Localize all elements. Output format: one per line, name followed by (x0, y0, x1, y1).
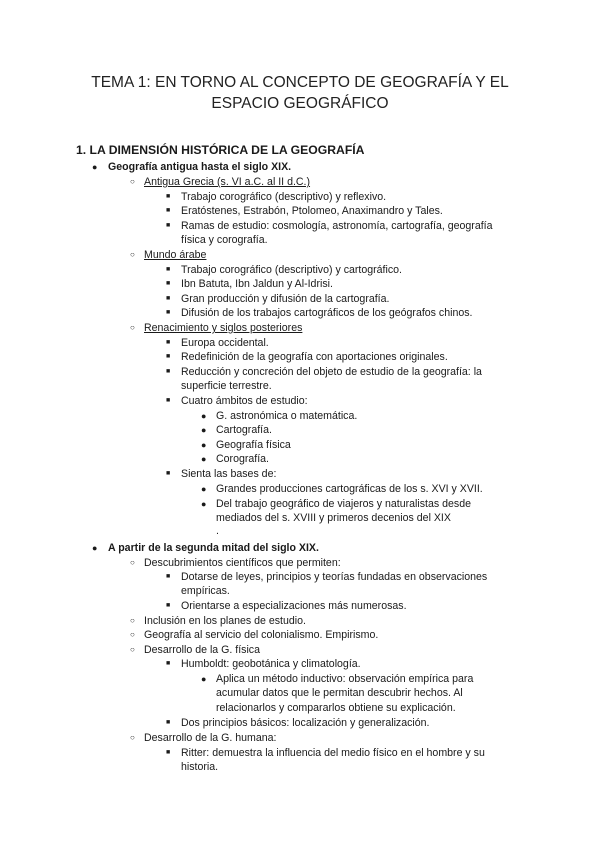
subtopic-renacimiento: Renacimiento y siglos posteriores (144, 322, 303, 334)
bullet-square-icon: ■ (166, 222, 171, 229)
bullet-square-icon: ■ (166, 309, 171, 316)
list-item: Del trabajo geográfico de viajeros y naturalistas desde (216, 498, 471, 510)
bullet-circle-icon: ○ (130, 323, 135, 332)
list-item-continuation: acumular datos que le permitan descubrir hechos. Al (216, 687, 463, 699)
list-item: Aplica un método inductivo: observación empírica para (216, 673, 474, 685)
subtopic-grecia: Antigua Grecia (s. VI a.C. al II d.C.) (144, 176, 311, 188)
bullet-square-icon: ■ (166, 339, 171, 346)
bullet-disc-icon: ● (92, 162, 98, 172)
bullet-square-icon: ■ (166, 470, 171, 477)
list-item-continuation: física y corografía. (181, 234, 268, 246)
bullet-square-icon: ■ (166, 573, 171, 580)
list-item-continuation: empíricas. (181, 585, 230, 597)
bullet-square-icon: ■ (166, 368, 171, 375)
topic-segunda-mitad: A partir de la segunda mitad del siglo XIX. (108, 542, 319, 554)
list-item: Reducción y concreción del objeto de estudio de la geografía: la (181, 366, 482, 378)
bullet-square-icon: ■ (166, 295, 171, 302)
bullet-circle-icon: ○ (130, 733, 135, 742)
list-item: Redefinición de la geografía con aportaciones originales. (181, 351, 448, 363)
list-item: Ibn Batuta, Ibn Jaldun y Al-Idrisi. (181, 278, 333, 290)
list-item-continuation: historia. (181, 761, 219, 773)
title-line-1: TEMA 1: EN TORNO AL CONCEPTO DE GEOGRAFÍA Y EL (91, 74, 509, 91)
bullet-square-icon: ■ (166, 660, 171, 667)
list-item: Cuatro ámbitos de estudio: (181, 395, 308, 407)
bullet-disc-icon: ● (201, 440, 207, 450)
list-item: Eratóstenes, Estrabón, Ptolomeo, Anaximandro y Tales. (181, 205, 443, 217)
list-item: Trabajo corográfico (descriptivo) y reflexivo. (181, 191, 387, 203)
topic-geografia-antigua: Geografía antigua hasta el siglo XIX. (108, 161, 292, 173)
bullet-square-icon: ■ (166, 266, 171, 273)
bullet-square-icon: ■ (166, 749, 171, 756)
bullet-circle-icon: ○ (130, 645, 135, 654)
list-item: Humboldt: geobotánica y climatología. (181, 658, 361, 670)
bullet-disc-icon: ● (201, 411, 207, 421)
bullet-circle-icon: ○ (130, 250, 135, 259)
list-item-continuation: . (216, 525, 219, 537)
list-item: Inclusión en los planes de estudio. (144, 615, 306, 627)
bullet-square-icon: ■ (166, 397, 171, 404)
bullet-square-icon: ■ (166, 280, 171, 287)
bullet-square-icon: ■ (166, 207, 171, 214)
list-item: Sienta las bases de: (181, 468, 277, 480)
list-item: Dos principios básicos: localización y generalización. (181, 717, 430, 729)
list-item: Ritter: demuestra la influencia del medio físico en el hombre y su (181, 747, 485, 759)
bullet-square-icon: ■ (166, 602, 171, 609)
list-item: Desarrollo de la G. física (144, 644, 260, 656)
title-line-2: ESPACIO GEOGRÁFICO (211, 95, 389, 112)
bullet-disc-icon: ● (201, 499, 207, 509)
list-item: Descubrimientos científicos que permiten: (144, 557, 341, 569)
bullet-disc-icon: ● (201, 674, 207, 684)
bullet-disc-icon: ● (201, 484, 207, 494)
bullet-square-icon: ■ (166, 353, 171, 360)
bullet-disc-icon: ● (92, 543, 98, 553)
bullet-disc-icon: ● (201, 425, 207, 435)
list-item: Europa occidental. (181, 337, 269, 349)
section-heading: 1. LA DIMENSIÓN HISTÓRICA DE LA GEOGRAFÍA (76, 143, 365, 157)
bullet-square-icon: ■ (166, 193, 171, 200)
list-item: Dotarse de leyes, principios y teorías fundadas en observaciones (181, 571, 488, 583)
list-item: Geografía física (216, 439, 291, 451)
list-item-continuation: superficie terrestre. (181, 380, 272, 392)
bullet-disc-icon: ● (201, 454, 207, 464)
list-item: Gran producción y difusión de la cartografía. (181, 293, 390, 305)
bullet-circle-icon: ○ (130, 616, 135, 625)
list-item: Geografía al servicio del colonialismo. Empirismo. (144, 629, 379, 641)
document-title (0, 72, 600, 114)
list-item: Corografía. (216, 453, 269, 465)
list-item: Difusión de los trabajos cartográficos de los geógrafos chinos. (181, 307, 473, 319)
list-item: Orientarse a especializaciones más numerosas. (181, 600, 407, 612)
list-item: Grandes producciones cartográficas de los s. XVI y XVII. (216, 483, 483, 495)
list-item: G. astronómica o matemática. (216, 410, 358, 422)
list-item: Cartografía. (216, 424, 272, 436)
bullet-circle-icon: ○ (130, 177, 135, 186)
list-item-continuation: mediados del s. XVIII y primeros decenios del XIX (216, 512, 451, 524)
bullet-circle-icon: ○ (130, 558, 135, 567)
subtopic-mundo-arabe: Mundo árabe (144, 249, 207, 261)
list-item: Desarrollo de la G. humana: (144, 732, 277, 744)
list-item-continuation: relacionarlos y compararlos obtiene su explicación. (216, 702, 456, 714)
bullet-circle-icon: ○ (130, 630, 135, 639)
bullet-square-icon: ■ (166, 719, 171, 726)
list-item: Ramas de estudio: cosmología, astronomía, cartografía, geografía (181, 220, 493, 232)
list-item: Trabajo corográfico (descriptivo) y cartográfico. (181, 264, 402, 276)
